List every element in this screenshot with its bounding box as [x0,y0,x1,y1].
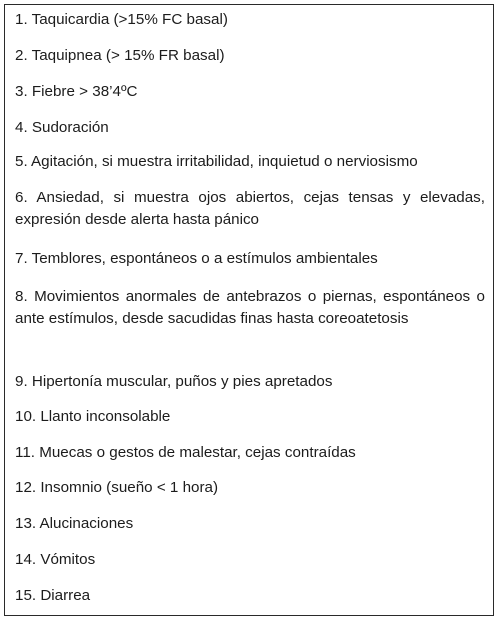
symptom-list-box [4,4,494,616]
list-item: 9. Hipertonía muscular, puños y pies apretados [15,373,333,390]
list-item: 8. Movimientos anormales de antebrazos o piernas, espontáneos o ante estímulos, desde sacudidas finas hasta coreoatetosis [15,288,485,327]
list-item: 7. Temblores, espontáneos o a estímulos ambientales [15,250,378,267]
list-item: 5. Agitación, si muestra irritabilidad, inquietud o nerviosismo [15,153,418,170]
list-item: 1. Taquicardia (>15% FC basal) [15,11,228,28]
list-item: 2. Taquipnea (> 15% FR basal) [15,47,225,64]
list-item: 11. Muecas o gestos de malestar, cejas contraídas [15,444,356,461]
list-item: 3. Fiebre > 38’4ºC [15,83,138,100]
list-item: 14. Vómitos [15,551,96,568]
list-item: 6. Ansiedad, si muestra ojos abiertos, cejas tensas y elevadas, expresión desde alerta hasta pánico [15,189,485,228]
list-item: 15. Diarrea [15,587,91,604]
list-item: 10. Llanto inconsolable [15,408,171,425]
list-item: 12. Insomnio (sueño < 1 hora) [15,479,219,496]
list-item: 4. Sudoración [15,119,109,136]
list-item: 13. Alucinaciones [15,515,134,532]
